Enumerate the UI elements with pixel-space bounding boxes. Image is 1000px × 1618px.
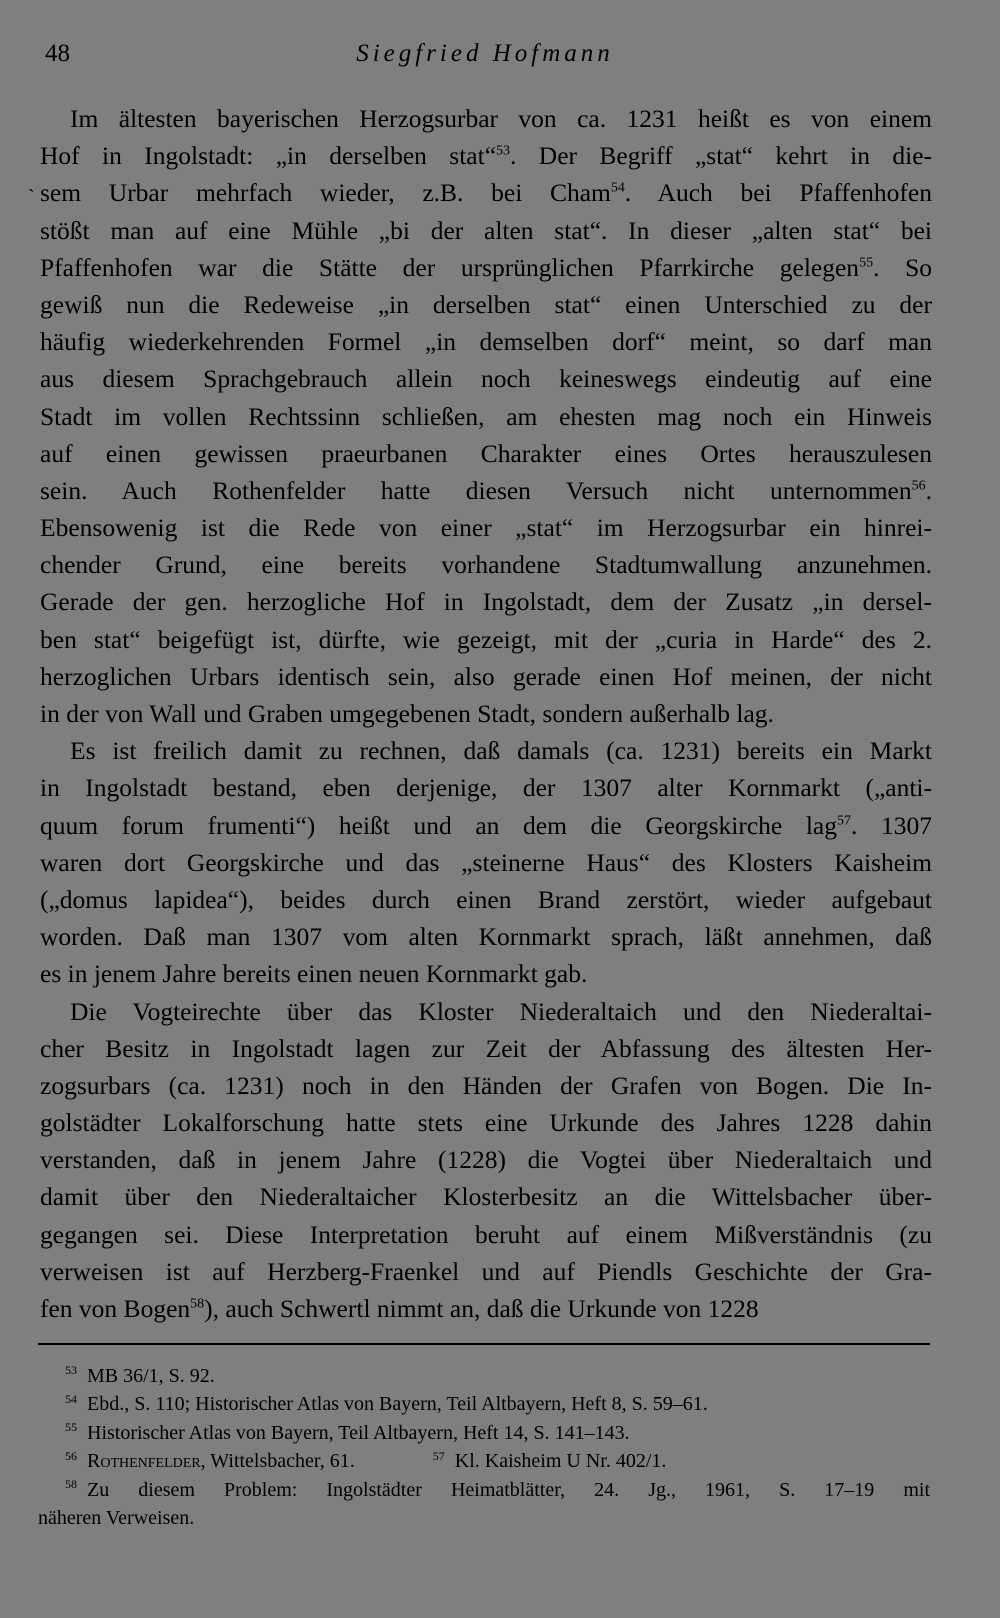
footnote-ref: 57 <box>837 813 852 829</box>
text-line <box>40 732 932 769</box>
text-run: in der von Wall und Graben umgegebenen Stadt, sondern außerhalb lag. <box>40 699 774 728</box>
text-run: damit über den Niederaltaicher Klosterbesitz an die Wittelsbacher über- <box>40 1182 932 1212</box>
text-line <box>40 1067 932 1104</box>
text-line <box>40 1141 932 1178</box>
body-text <box>40 100 932 1327</box>
text-run: sem Urbar mehrfach wieder, z.B. bei Cham <box>40 178 611 208</box>
footnote-number: 55 <box>65 1420 77 1435</box>
text-line <box>40 621 932 658</box>
text-run: zogsurbars (ca. 1231) noch in den Händen der Grafen von Bogen. Die In- <box>40 1070 932 1100</box>
text-run: Die Vogteirechte über das Kloster Niederaltaich und den Niederaltai- <box>70 996 932 1026</box>
text-run: . 1307 <box>851 810 933 840</box>
paragraph <box>40 100 932 732</box>
footnote <box>38 1362 930 1390</box>
text-line <box>40 174 932 211</box>
text-run: in Ingolstadt bestand, eben derjenige, der 1307 alter Kornmarkt („anti- <box>40 773 932 803</box>
text-run: Ebensowenig ist die Rede von einer „stat“ im Herzogsurbar ein hinrei- <box>40 513 932 543</box>
text-line <box>40 1290 932 1327</box>
footnote-number: 57 <box>432 1448 445 1463</box>
text-line <box>40 546 932 583</box>
page-number: 48 <box>45 40 70 67</box>
text-line <box>40 249 932 286</box>
text-line <box>40 658 932 695</box>
footnote <box>38 1419 930 1447</box>
text-run: Hof in Ingolstadt: „in derselben stat“ <box>40 141 497 171</box>
text-run: golstädter Lokalforschung hatte stets eine Urkunde des Jahres 1228 dahin <box>40 1108 932 1138</box>
text-run: stößt man auf eine Mühle „bi der alten stat“. In dieser „alten stat“ bei <box>40 215 932 245</box>
text-line <box>40 955 932 992</box>
text-line <box>40 323 932 360</box>
footnote-number: 56 <box>65 1448 77 1463</box>
text-line <box>40 695 932 732</box>
text-run: . <box>925 475 932 505</box>
footnote-ref: 54 <box>610 180 625 196</box>
running-title: Siegfried Hofmann <box>356 40 614 67</box>
text-line <box>40 1253 932 1290</box>
footnote-number: 58 <box>65 1476 77 1491</box>
text-run: fen von Bogen <box>40 1294 191 1323</box>
text-run: quum forum frumenti“) heißt und an dem die Georgskirche lag <box>40 810 838 840</box>
text-line <box>40 472 932 509</box>
text-line <box>40 881 932 918</box>
footnote <box>38 1447 930 1475</box>
text-run: verstanden, daß in jenem Jahre (1228) die Vogtei über Niederaltaich und <box>40 1145 932 1175</box>
text-run: Stadt im vollen Rechtssinn schließen, am ehesten mag noch ein Hinweis <box>40 401 932 431</box>
footnote-text: Historischer Atlas von Bayern, Teil Altbayern, Heft 14, S. 141–143. <box>87 1421 630 1444</box>
text-line <box>40 212 932 249</box>
text-run: herzoglichen Urbars identisch sein, also gerade einen Hof meinen, der nicht <box>40 661 932 691</box>
footnote-divider <box>38 1343 930 1345</box>
text-run: chender Grund, eine bereits vorhandene Stadtumwallung anzunehmen. <box>40 550 932 580</box>
text-run: gegangen sei. Diese Interpretation beruht auf einem Mißverständnis (zu <box>40 1219 932 1249</box>
footnote-author: Rothenfelder <box>87 1450 201 1473</box>
footnote <box>38 1476 930 1504</box>
text-line <box>40 993 932 1030</box>
footnote-ref: 56 <box>911 478 926 494</box>
text-line <box>40 509 932 546</box>
text-line <box>40 398 932 435</box>
text-run: . Der Begriff „stat“ kehrt in die- <box>510 141 933 171</box>
footnote-ref: 55 <box>859 255 874 271</box>
text-run: sein. Auch Rothenfelder hatte diesen Versuch nicht unternommen <box>40 475 912 505</box>
text-line <box>40 286 932 323</box>
text-run: gewiß nun die Redeweise „in derselben stat“ einen Unterschied zu der <box>40 289 932 319</box>
footnote-number: 54 <box>65 1391 77 1406</box>
text-run: waren dort Georgskirche und das „steinerne Haus“ des Klosters Kaisheim <box>40 847 932 877</box>
text-line <box>40 137 932 174</box>
text-run: häufig wiederkehrenden Formel „in demselben dorf“ meint, so darf man <box>40 327 932 357</box>
text-run: worden. Daß man 1307 vom alten Kornmarkt sprach, läßt annehmen, daß <box>40 922 932 952</box>
text-line <box>40 769 932 806</box>
text-line <box>40 100 932 137</box>
footnote-text: Ebd., S. 110; Historischer Atlas von Bayern, Teil Altbayern, Heft 8, S. 59–61. <box>87 1393 708 1416</box>
text-line <box>40 435 932 472</box>
footnote <box>38 1390 930 1418</box>
margin-mark: ` <box>28 186 35 208</box>
text-line <box>40 1178 932 1215</box>
text-line <box>40 583 932 620</box>
paragraph <box>40 732 932 992</box>
text-line <box>40 918 932 955</box>
text-line <box>40 360 932 397</box>
text-run: ben stat“ beigefügt ist, dürfte, wie gezeigt, mit der „curia in Harde“ des 2. <box>40 624 932 654</box>
page-header <box>45 40 925 74</box>
text-run: . Auch bei Pfaffenhofen <box>624 178 932 208</box>
footnote-ref: 58 <box>190 1296 205 1312</box>
text-run: verweisen ist auf Herzberg-Fraenkel und auf Piendls Geschichte der Gra- <box>40 1256 932 1286</box>
footnote-text: , Wittelsbacher, 61. <box>200 1450 355 1473</box>
footnote-number: 53 <box>65 1363 77 1378</box>
footnotes <box>38 1362 930 1532</box>
text-line <box>40 1030 932 1067</box>
text-line <box>40 1216 932 1253</box>
text-run: . So <box>873 252 933 282</box>
text-run: cher Besitz in Ingolstadt lagen zur Zeit der Abfassung des ältesten Her- <box>40 1033 932 1063</box>
footnote-text: MB 36/1, S. 92. <box>87 1365 215 1387</box>
text-run: Es ist freilich damit zu rechnen, daß damals (ca. 1231) bereits ein Markt <box>70 736 932 766</box>
text-run: Im ältesten bayerischen Herzogsurbar von ca. 1231 heißt es von einem <box>70 104 932 133</box>
text-run: („domus lapidea“), beides durch einen Brand zerstört, wieder aufgebaut <box>40 884 932 914</box>
footnote-ref: 53 <box>496 143 511 159</box>
text-run: Gerade der gen. herzogliche Hof in Ingolstadt, dem der Zusatz „in dersel- <box>40 587 932 617</box>
text-run: es in jenem Jahre bereits einen neuen Kornmarkt gab. <box>40 959 588 989</box>
paragraph <box>40 993 932 1328</box>
footnote-continuation: näheren Verweisen. <box>38 1506 195 1529</box>
text-run: auf einen gewissen praeurbanen Charakter eines Ortes herauszulesen <box>40 438 932 468</box>
footnote-text: Zu diesem Problem: Ingolstädter Heimatblätter, 24. Jg., 1961, S. 17–19 mit <box>87 1478 930 1501</box>
text-run: ), auch Schwertl nimmt an, daß die Urkunde von 1228 <box>204 1294 759 1323</box>
text-line <box>40 807 932 844</box>
text-line <box>40 844 932 881</box>
footnote-text: Kl. Kaisheim U Nr. 402/1. <box>454 1450 667 1473</box>
text-line <box>40 1104 932 1141</box>
text-run: aus diesem Sprachgebrauch allein noch keineswegs eindeutig auf eine <box>40 364 932 394</box>
text-run: Pfaffenhofen war die Stätte der ursprünglichen Pfarrkirche gelegen <box>40 252 860 282</box>
